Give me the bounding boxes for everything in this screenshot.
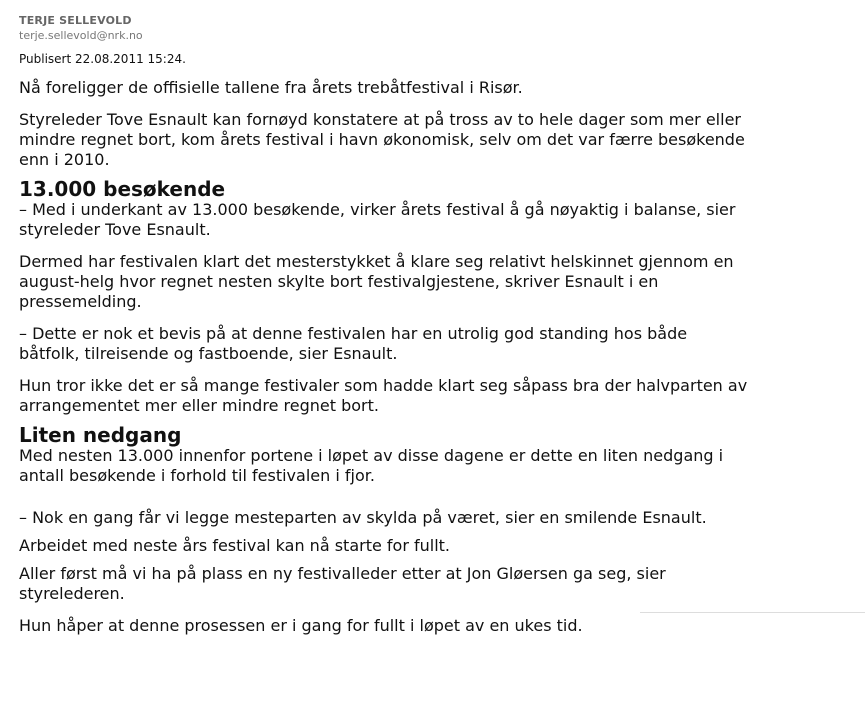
section-heading-besokende: 13.000 besøkende <box>19 177 226 201</box>
author-email: terje.sellevold@nrk.no <box>19 29 143 42</box>
paragraph-2: – Med i underkant av 13.000 besøkende, virker årets festival å gå nøyaktig i balanse, sier styreleder Tove Esnault. <box>19 200 736 239</box>
paragraph-5: Hun tror ikke det er så mange festivaler som hadde klart seg såpass bra der halvparten av arrangementet mer eller mindre regnet bort. <box>19 376 748 415</box>
paragraph-7: – Nok en gang får vi legge mesteparten av skylda på været, sier en smilende Esnault. <box>19 508 707 527</box>
section-heading-nedgang: Liten nedgang <box>19 423 182 447</box>
intro-paragraph: Nå foreligger de offisielle tallene fra årets trebåtfestival i Risør. <box>19 78 523 97</box>
paragraph-6: Med nesten 13.000 innenfor portene i løpet av disse dagene er dette en liten nedgang i antall besøkende i forhold til festivalen i fjor. <box>19 446 724 485</box>
paragraph-9: Aller først må vi ha på plass en ny festivalleder etter at Jon Gløersen ga seg, sier styrelederen. <box>19 564 666 603</box>
paragraph-8: Arbeidet med neste års festival kan nå starte for fullt. <box>19 536 451 555</box>
paragraph-1: Styreleder Tove Esnault kan fornøyd konstatere at på tross av to hele dager som mer eller mindre regnet bort, kom årets festival i havn økonomisk, selv om det var færre besøkende enn i 2010. <box>19 110 745 169</box>
published-timestamp: Publisert 22.08.2011 15:24. <box>19 52 186 66</box>
article-body <box>19 78 859 648</box>
paragraph-3: Dermed har festivalen klart det mesterstykket å klare seg relativt helskinnet gjennom en august-helg hvor regnet nesten skylte bort festivalgjestene, skriver Esnault i en pressemelding. <box>19 252 734 311</box>
author-name: TERJE SELLEVOLD <box>19 14 132 27</box>
paragraph-4: – Dette er nok et bevis på at denne festivalen har en utrolig god standing hos både båtfolk, tilreisende og fastboende, sier Esnault. <box>19 324 688 363</box>
paragraph-10: Hun håper at denne prosessen er i gang for fullt i løpet av en ukes tid. <box>19 616 583 635</box>
scan-artifact-line <box>640 612 865 613</box>
